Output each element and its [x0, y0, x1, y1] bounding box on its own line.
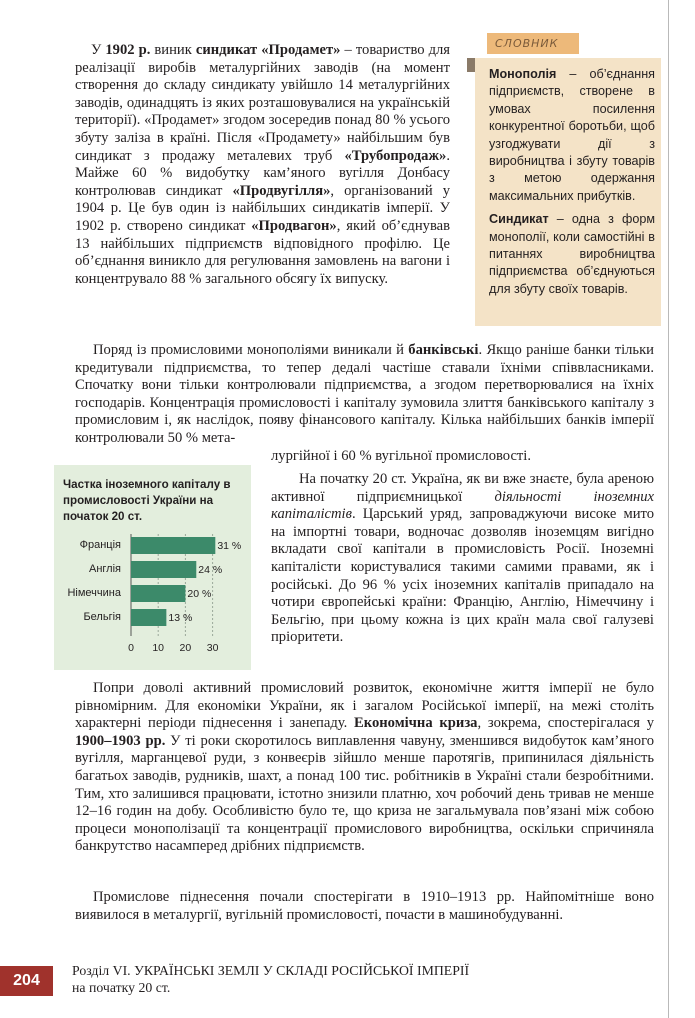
running-footer: [72, 962, 469, 996]
x-tick-label: 30: [206, 642, 219, 654]
paragraph-banks: Поряд із промисловими монополіями виникали й банківські. Якщо раніше банки тільки кредитували підприємства, то тепер дедалі частіше ставали їхніми співвласниками. Спочатку вони тільки контролювали підприємства, а згодом перетворювалися на їхніх господарів. Концентрація промисловості і капіталу зумовила злиття банківського капіталу з промисловим і, як наслідок, появу фінансового капіталу. Кількa найбільших банків імперії контролювали 50 % мета-: [75, 342, 654, 446]
category-label: Франція: [79, 539, 121, 551]
category-label: Німеччина: [67, 587, 121, 599]
glossary-term-monopoly: Монополія – об’єднання підприємств, створене в умовах посилення конкурентної боротьби, щоб узгоджувати дії з виробництва і збуту товарів з метою одержання максимальних прибутків.: [489, 67, 655, 203]
glossary-tab: СЛОВНИК: [487, 33, 579, 54]
value-label: 20 %: [187, 588, 212, 600]
value-label: 31 %: [217, 540, 242, 552]
glossary-text: [489, 66, 655, 304]
chart-title: Частка іноземного капіталу в промисловості України на початок 20 ст.: [63, 478, 231, 523]
x-tick-label: 10: [152, 642, 165, 654]
paragraph-industrial-rise: Промислове піднесення почали спостерігати в 1910–1913 рр. Найпомітніше воно виявилося в металургії, вугільній промисловості, почасти в машинобудуванні.: [75, 889, 654, 923]
x-tick-label: 0: [128, 642, 134, 654]
paragraph-syndicates: У 1902 р. виник синдикат «Продамет» – товариство для реалізації виробів металургійних заводів (на момент створення до складу синдикату увійшло 14 металургійних заводів, одинадцять із яких розташовувалися на українській території). «Продамет» згодом зосередив понад 80 % усього збуту заліза в країні. Після «Продамету» найбільшим був синдикат з продажу металевих труб «Трубопродаж». Майже 60 % видобутку кам’яного вугілля Донбасу контролював синдикат «Продвугілля», організований у 1904 р. Це був один із найбільших синдикатів імперії. У 1902 р. створено синдикат «Продвагон», який об’єднував 13 найбільших підприємств відповідного профілю. Це об’єднання виникло для регулювання замовлень на вагони і концентрувало 88 % загального обсягу їх випуску.: [75, 42, 451, 287]
category-label: Бельгія: [83, 611, 121, 623]
glossary-tab-stub: [467, 58, 475, 72]
glossary-term-syndicate: Синдикат – одна з форм монополії, коли самостійні в питаннях виробництва підприємства об’єднуються для збуту своїх товарів.: [489, 212, 655, 296]
page-edge-rule: [668, 0, 669, 1018]
paragraph-economic-crisis: Попри доволі активний промисловий розвиток, економічне життя імперії не було рівномірним. Для економіки України, як і загалом Російської імперії, на межі століть характерні періоди піднесення і занепаду. Економічна криза, зокрема, спостерігалася у 1900–1903 рр. У ті роки скоротилось виплавлення чавуну, зменшився видобуток кам’яного вугілля, марганцевої руди, з конвеєрів зійшло менше паротягів, припинилася діяльність багатьох заводів, рудників, шахт, а понад 100 тис. робітників в Україні стали безробітними. Тим, хто залишився працювати, істотно знизили платню, хоч робочий день тривав не менше 12–16 годин на добу. Особливістю було те, що криза не загальмувала пов’язані між собою процеси монополізації та концентрації промислового виробництва, оскільки спричиняла банкрутство насамперед дрібних підприємств.: [75, 680, 654, 855]
page-number: 204: [0, 966, 53, 996]
paragraph-foreign-capital: На початку 20 ст. Україна, як ви вже знаєте, була ареною активної підприємницької діяльності іноземних капіталістів. Царський уряд, запроваджуючи високе мито на імпортні товари, водночас дозволяв іноземцям вигідно вкладати свої капітали в промисловість Росії. Іноземні капіталісти користувалися такими самими правами, як і російські. До 96 % усіх іноземних капіталів припадало на чотири європейські країни: Францію, Англію, Німеччину і Бельгію, при цьому кожна із цих країн мала свої галузеві пріоритети.: [271, 471, 654, 646]
value-label: 13 %: [168, 612, 193, 624]
value-label: 24 %: [198, 564, 223, 576]
paragraph-banks-continued: лургійної і 60 % вугільної промисловості.: [271, 448, 532, 464]
footer-section-title: Розділ VI. УКРАЇНСЬКІ ЗЕМЛІ У СКЛАДІ РОСІЙСЬКОЇ ІМПЕРІЇ: [72, 963, 470, 978]
category-label: Англія: [88, 563, 121, 575]
footer-section-subtitle: на початку 20 ст.: [72, 980, 171, 995]
x-tick-label: 20: [179, 642, 192, 654]
